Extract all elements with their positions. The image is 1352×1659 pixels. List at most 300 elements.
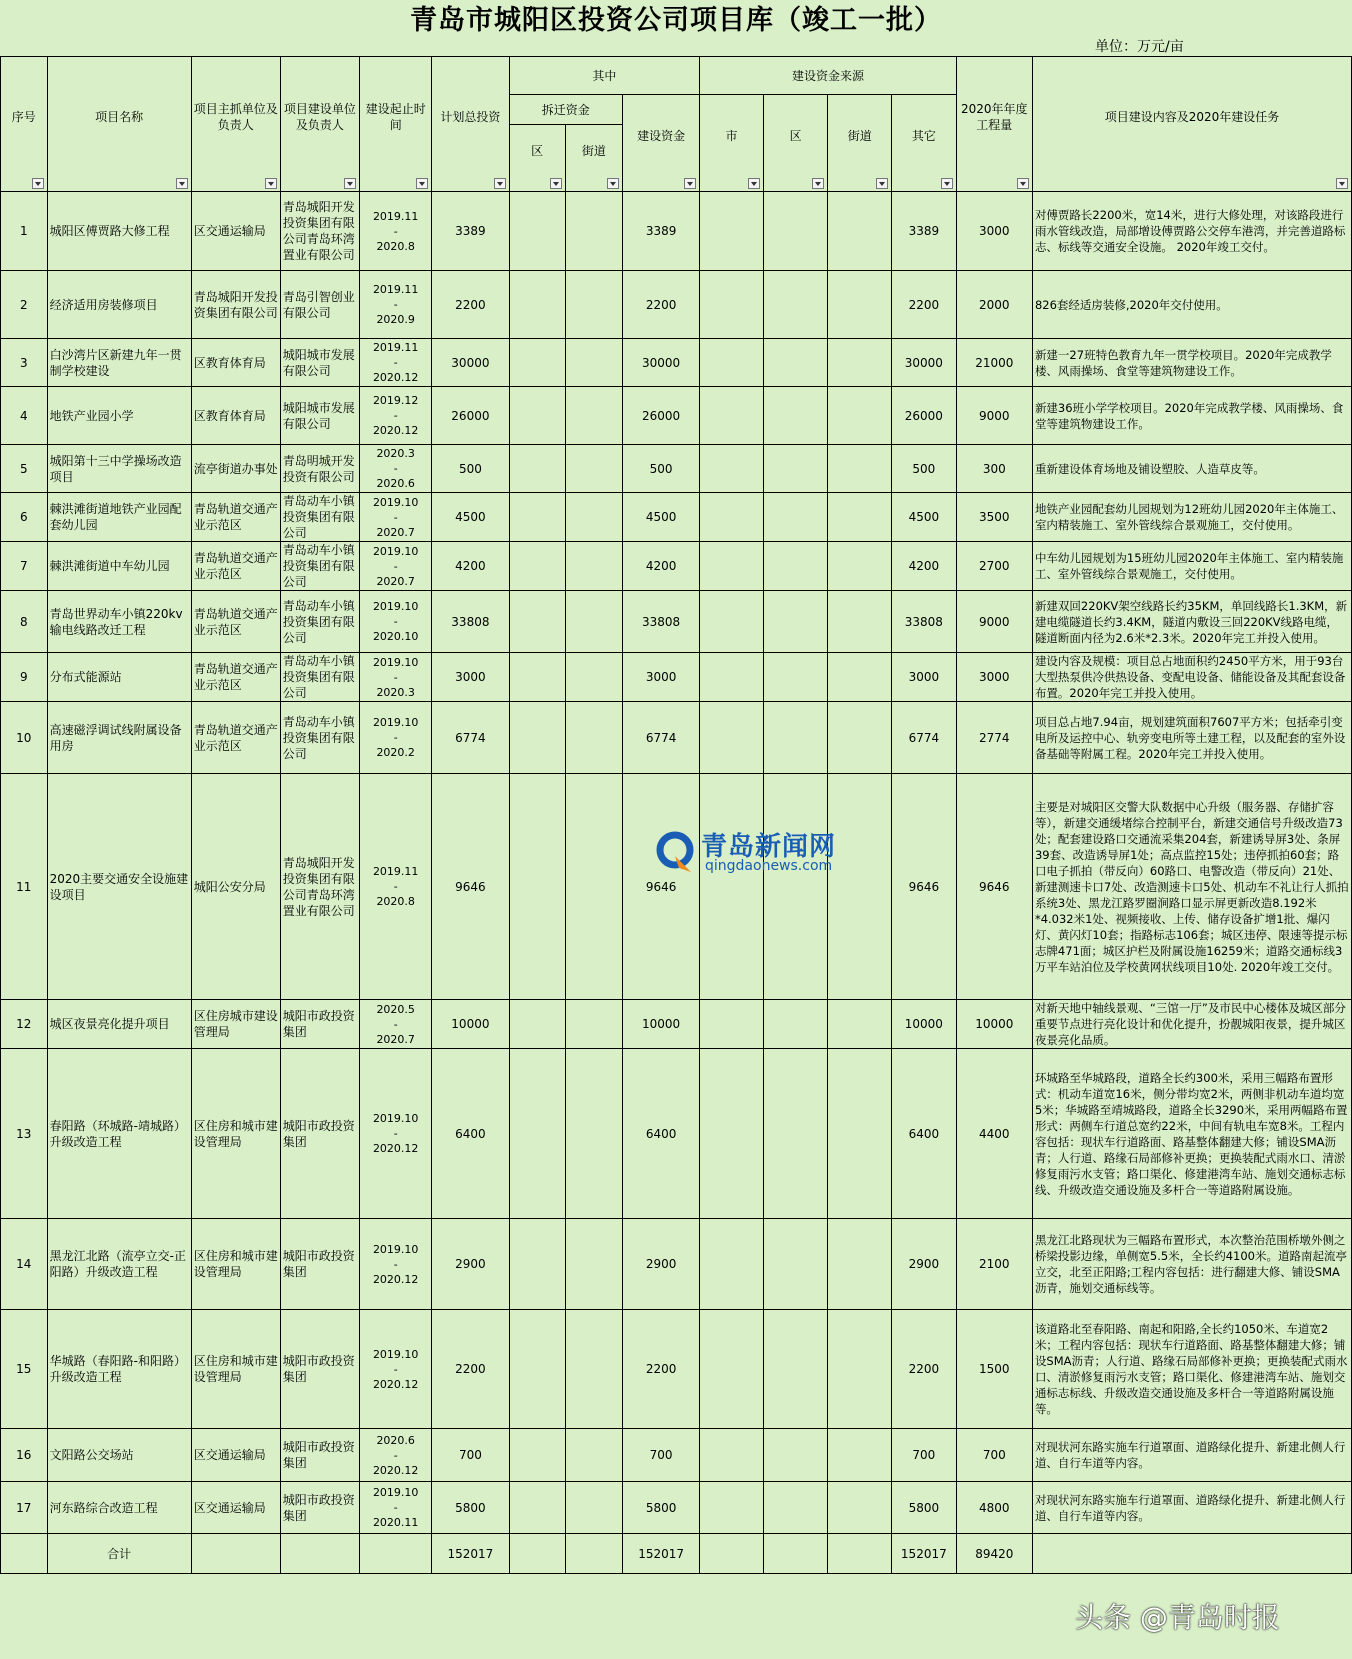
header-src-city: 市 <box>700 95 764 192</box>
source-city <box>700 1049 764 1219</box>
period-start: 2019.10 <box>372 716 419 729</box>
source-street <box>828 542 892 591</box>
demolition-street <box>565 271 622 339</box>
total-label: 合计 <box>47 1534 191 1574</box>
source-street <box>828 591 892 653</box>
source-street <box>828 271 892 339</box>
period-sep: - <box>393 615 398 628</box>
source-city <box>700 271 764 339</box>
period-end: 2020.7 <box>376 574 415 588</box>
lead-unit: 区住房和城市建设管理局 <box>191 1049 280 1219</box>
table-row <box>1 1000 1352 1049</box>
header-construct: 建设资金 <box>622 95 699 192</box>
plan-investment: 3000 <box>432 653 509 702</box>
annual-work: 9000 <box>956 591 1032 653</box>
builder-unit: 青岛城阳开发投资集团有限公司青岛环湾置业有限公司 <box>280 774 359 1000</box>
project-content: 新建36班小学学校项目。2020年完成教学楼、风雨操场、食堂等建筑物建设工作。 <box>1032 387 1351 445</box>
total-dem-dist <box>509 1534 565 1574</box>
source-dist <box>763 1049 828 1219</box>
row-no: 15 <box>1 1310 48 1429</box>
period-sep: - <box>393 880 398 893</box>
plan-investment: 700 <box>432 1429 509 1482</box>
filter-dropdown-icon[interactable] <box>876 178 888 189</box>
annual-work: 2774 <box>956 702 1032 774</box>
period-start: 2019.10 <box>372 655 419 669</box>
period <box>360 1310 432 1429</box>
header-period: 建设起止时间 <box>360 57 432 192</box>
total-period <box>360 1534 432 1574</box>
table-row <box>1 774 1352 1000</box>
plan-investment: 9646 <box>432 774 509 1000</box>
construct-fund: 10000 <box>622 1000 699 1049</box>
demolition-dist <box>509 591 565 653</box>
header-plan: 计划总投资 <box>432 57 509 192</box>
construct-fund: 2200 <box>622 271 699 339</box>
total-row <box>1 1534 1352 1574</box>
period-end: 2020.8 <box>376 895 415 908</box>
period-sep: - <box>393 1127 398 1140</box>
source-dist <box>763 271 828 339</box>
period-start: 2019.12 <box>372 394 419 407</box>
demolition-street <box>565 1000 622 1049</box>
row-no: 6 <box>1 493 48 542</box>
annual-work: 300 <box>956 445 1032 493</box>
qingdaonews-watermark: 青岛新闻网 qingdaonews.com <box>655 826 855 874</box>
demolition-street <box>565 1310 622 1429</box>
demolition-dist <box>509 339 565 387</box>
demolition-dist <box>509 774 565 1000</box>
source-city <box>700 387 764 445</box>
lead-unit: 区交通运输局 <box>191 192 280 271</box>
construct-fund: 30000 <box>622 339 699 387</box>
demolition-street <box>565 445 622 493</box>
row-no: 17 <box>1 1482 48 1534</box>
table-row <box>1 1310 1352 1429</box>
demolition-dist <box>509 653 565 702</box>
source-city <box>700 774 764 1000</box>
period-start: 2019.11 <box>372 865 419 878</box>
builder-unit: 城阳市政投资集团 <box>280 1219 359 1310</box>
construct-fund: 3000 <box>622 653 699 702</box>
row-no: 2 <box>1 271 48 339</box>
period-sep: - <box>393 1017 398 1031</box>
demolition-street <box>565 493 622 542</box>
row-no: 10 <box>1 702 48 774</box>
source-city <box>700 653 764 702</box>
row-no: 7 <box>1 542 48 591</box>
total-plan: 152017 <box>432 1534 509 1574</box>
period-start: 2020.5 <box>376 1002 415 1016</box>
period-end: 2020.9 <box>376 313 415 326</box>
period-end: 2020.12 <box>372 1463 419 1477</box>
period <box>360 774 432 1000</box>
builder-unit: 城阳市政投资集团 <box>280 1310 359 1429</box>
source-other: 10000 <box>892 1000 957 1049</box>
total-src-street <box>828 1534 892 1574</box>
annual-work: 1500 <box>956 1310 1032 1429</box>
source-dist <box>763 493 828 542</box>
period-end: 2020.8 <box>376 239 415 253</box>
lead-unit: 区住房城市建设管理局 <box>191 1000 280 1049</box>
row-no: 5 <box>1 445 48 493</box>
total-src-city <box>700 1534 764 1574</box>
header-src-other: 其它 <box>892 95 957 192</box>
header-demolition: 拆迁资金 <box>509 95 622 125</box>
demolition-dist <box>509 493 565 542</box>
period-end: 2020.12 <box>372 1142 419 1155</box>
demolition-dist <box>509 192 565 271</box>
row-no: 14 <box>1 1219 48 1310</box>
project-content: 环城路至华城路段，道路全长约300米，采用三幅路布置形式：机动车道宽16米，侧分带均宽2米，两侧非机动车道均宽5米；华城路至靖城路段，道路全长3290米，采用两幅路布置形式：两侧车行道总宽约22米，中间有轨电车宽8米。工程内容包括：现状车行道路面、路基整体翻建大修；铺设SMA沥青；人行道、路缘石局部修补更换；更换装配式雨水口、清淤修复雨污水支管；路口渠化、修建港湾车站、施划交通标志标线、升级改造交通设施及多杆合一等道路附属设施。 <box>1032 1049 1351 1219</box>
demolition-street <box>565 192 622 271</box>
source-city <box>700 1000 764 1049</box>
period-end: 2020.12 <box>372 1377 419 1391</box>
total-other: 152017 <box>892 1534 957 1574</box>
builder-unit: 青岛动车小镇投资集团有限公司 <box>280 542 359 591</box>
project-content: 建设内容及规模：项目总占地面积约2450平方米，用于93台大型热泵供冷供热设备、变配电设备、储能设备及其配套设备布置。2020年完工并投入使用。 <box>1032 653 1351 702</box>
builder-unit: 青岛引智创业有限公司 <box>280 271 359 339</box>
construct-fund: 4500 <box>622 493 699 542</box>
filter-dropdown-icon[interactable] <box>941 178 953 189</box>
unit-label: 单位：万元/亩 <box>1095 39 1184 55</box>
period <box>360 542 432 591</box>
period <box>360 445 432 493</box>
source-street <box>828 774 892 1000</box>
header-content: 项目建设内容及2020年建设任务 <box>1032 57 1351 192</box>
project-name: 棘洪滩街道中车幼儿园 <box>47 542 191 591</box>
construct-fund: 2900 <box>622 1219 699 1310</box>
project-content: 826套经适房装修,2020年交付使用。 <box>1032 271 1351 339</box>
header-name: 项目名称 <box>47 57 191 192</box>
period-start: 2019.10 <box>372 544 419 558</box>
builder-unit: 城阳市政投资集团 <box>280 1429 359 1482</box>
period-start: 2019.10 <box>372 600 419 613</box>
annual-work: 3000 <box>956 192 1032 271</box>
source-other: 5800 <box>892 1482 957 1534</box>
filter-dropdown-icon[interactable] <box>265 178 277 189</box>
annual-work: 4800 <box>956 1482 1032 1534</box>
plan-investment: 6774 <box>432 702 509 774</box>
source-city <box>700 702 764 774</box>
total-content <box>1032 1534 1351 1574</box>
plan-investment: 5800 <box>432 1482 509 1534</box>
project-content: 对现状河东路实施车行道罩面、道路绿化提升、新建北侧人行道、自行车道等内容。 <box>1032 1482 1351 1534</box>
source-city <box>700 542 764 591</box>
period-sep: - <box>393 1501 398 1514</box>
row-no: 4 <box>1 387 48 445</box>
source-street <box>828 339 892 387</box>
period-start: 2019.10 <box>372 1347 419 1361</box>
source-dist <box>763 192 828 271</box>
row-no: 9 <box>1 653 48 702</box>
source-street <box>828 192 892 271</box>
source-city <box>700 591 764 653</box>
table-row <box>1 493 1352 542</box>
lead-unit: 区教育体育局 <box>191 387 280 445</box>
period-start: 2019.10 <box>372 1242 419 1256</box>
annual-work: 3500 <box>956 493 1032 542</box>
row-no: 8 <box>1 591 48 653</box>
construct-fund: 5800 <box>622 1482 699 1534</box>
demolition-dist <box>509 702 565 774</box>
period <box>360 493 432 542</box>
source-dist <box>763 542 828 591</box>
period-end: 2020.2 <box>376 746 415 759</box>
total-construct: 152017 <box>622 1534 699 1574</box>
builder-unit: 青岛城阳开发投资集团有限公司青岛环湾置业有限公司 <box>280 192 359 271</box>
demolition-street <box>565 774 622 1000</box>
header-lead: 项目主抓单位及负责人 <box>191 57 280 192</box>
construct-fund: 4200 <box>622 542 699 591</box>
period-sep: - <box>393 670 398 684</box>
header-source: 建设资金来源 <box>700 57 956 95</box>
lead-unit: 区住房和城市建设管理局 <box>191 1219 280 1310</box>
source-city <box>700 445 764 493</box>
filter-dropdown-icon[interactable] <box>684 178 696 189</box>
filter-dropdown-icon[interactable] <box>1336 178 1348 189</box>
source-street <box>828 1000 892 1049</box>
table-row <box>1 387 1352 445</box>
source-other: 2200 <box>892 1310 957 1429</box>
project-name: 白沙湾片区新建九年一贯制学校建设 <box>47 339 191 387</box>
total-lead <box>191 1534 280 1574</box>
demolition-street <box>565 1219 622 1310</box>
project-name: 青岛世界动车小镇220kv输电线路改迁工程 <box>47 591 191 653</box>
period-end: 2020.7 <box>376 1032 415 1046</box>
filter-dropdown-icon[interactable] <box>176 178 188 189</box>
construct-fund: 2200 <box>622 1310 699 1429</box>
period-start: 2019.10 <box>372 1486 419 1499</box>
total-dem-street <box>565 1534 622 1574</box>
lead-unit: 城阳公安分局 <box>191 774 280 1000</box>
source-dist <box>763 774 828 1000</box>
source-city <box>700 1219 764 1310</box>
period <box>360 387 432 445</box>
page-title: 青岛市城阳区投资公司项目库（竣工一批） <box>410 5 942 36</box>
table-row <box>1 591 1352 653</box>
project-name: 城区夜景亮化提升项目 <box>47 1000 191 1049</box>
source-city <box>700 339 764 387</box>
table-row <box>1 1049 1352 1219</box>
source-dist <box>763 1429 828 1482</box>
filter-dropdown-icon[interactable] <box>1017 178 1029 189</box>
annual-work: 2000 <box>956 271 1032 339</box>
builder-unit: 城阳城市发展有限公司 <box>280 387 359 445</box>
total-no <box>1 1534 48 1574</box>
annual-work: 9646 <box>956 774 1032 1000</box>
period <box>360 1049 432 1219</box>
source-other: 2900 <box>892 1219 957 1310</box>
source-other: 30000 <box>892 339 957 387</box>
construct-fund: 700 <box>622 1429 699 1482</box>
lead-unit: 区交通运输局 <box>191 1482 280 1534</box>
source-city <box>700 1310 764 1429</box>
source-dist <box>763 1482 828 1534</box>
project-content: 主要是对城阳区交警大队数据中心升级（服务器、存储扩容等），新建交通缓堵综合控制平台，新建交通信号升级改造73处；配套建设路口交通流采集204套，新建诱导屏3处、条屏39套、改造诱导屏1处；高点监控15处；违停抓拍60套；路口电子抓拍（带反向）60路口、电警改造（带反向）21处、新建测速卡口7处、改造测速卡口5处、机动车不礼让行人抓拍系统3处、黑龙江路罗圈涧路口显示屏更新改造8.192米*4.032米1处、视频接收、上传、储存设备扩增1批、爆闪灯、黄闪灯10套；指路标志106套；城区违停、限速等提示标志牌471面；城区护栏及附属设施16259米；道路交通标线3万平车站泊位及学校黄网状线项目10处. 2020年竣工交付。 <box>1032 774 1351 1000</box>
demolition-dist <box>509 1000 565 1049</box>
period-sep: - <box>393 356 398 369</box>
plan-investment: 4500 <box>432 493 509 542</box>
project-content: 新建一27班特色教育九年一贯学校项目。2020年完成教学楼、风雨操场、食堂等建筑物建设工作。 <box>1032 339 1351 387</box>
plan-investment: 33808 <box>432 591 509 653</box>
source-street <box>828 1219 892 1310</box>
demolition-dist <box>509 542 565 591</box>
construct-fund: 6774 <box>622 702 699 774</box>
source-street <box>828 1310 892 1429</box>
demolition-dist <box>509 1049 565 1219</box>
annual-work: 10000 <box>956 1000 1032 1049</box>
filter-dropdown-icon[interactable] <box>607 178 619 189</box>
source-other: 3389 <box>892 192 957 271</box>
table-row <box>1 702 1352 774</box>
header-src-street: 街道 <box>828 95 892 192</box>
table-row <box>1 542 1352 591</box>
lead-unit: 流亭街道办事处 <box>191 445 280 493</box>
demolition-street <box>565 591 622 653</box>
source-street <box>828 1429 892 1482</box>
period-start: 2019.10 <box>372 495 419 509</box>
project-name: 地铁产业园小学 <box>47 387 191 445</box>
filter-dropdown-icon[interactable] <box>416 178 428 189</box>
source-city <box>700 192 764 271</box>
source-other: 4200 <box>892 542 957 591</box>
plan-investment: 3389 <box>432 192 509 271</box>
period-start: 2020.6 <box>376 1433 415 1447</box>
period <box>360 702 432 774</box>
demolition-dist <box>509 1310 565 1429</box>
source-dist <box>763 591 828 653</box>
lead-unit: 青岛轨道交通产业示范区 <box>191 493 280 542</box>
table-row <box>1 445 1352 493</box>
row-no: 3 <box>1 339 48 387</box>
project-content: 该道路北至春阳路、南起和阳路,全长约1050米、车道宽2米；工程内容包括：现状车行道路面、路基整体翻建大修；铺设SMA沥青；人行道、路缘石局部修补更换；更换装配式雨水口、清淤修复雨污水支管；路口渠化、修建港湾车站、施划交通标志标线、升级改造交通设施及多杆合一等道路附属设施等。 <box>1032 1310 1351 1429</box>
plan-investment: 4200 <box>432 542 509 591</box>
demolition-dist <box>509 1429 565 1482</box>
plan-investment: 30000 <box>432 339 509 387</box>
period-start: 2019.11 <box>372 209 419 223</box>
period <box>360 653 432 702</box>
plan-investment: 2200 <box>432 1310 509 1429</box>
period <box>360 271 432 339</box>
annual-work: 4400 <box>956 1049 1032 1219</box>
project-content: 地铁产业园配套幼儿园规划为12班幼儿园2020年主体施工、室内精装施工、室外管线综合景观施工，交付使用。 <box>1032 493 1351 542</box>
table-row <box>1 653 1352 702</box>
builder-unit: 城阳市政投资集团 <box>280 1049 359 1219</box>
lead-unit: 青岛轨道交通产业示范区 <box>191 653 280 702</box>
source-other: 33808 <box>892 591 957 653</box>
lead-unit: 区住房和城市建设管理局 <box>191 1310 280 1429</box>
builder-unit: 城阳市政投资集团 <box>280 1000 359 1049</box>
period-sep: - <box>393 731 398 744</box>
lead-unit: 区交通运输局 <box>191 1429 280 1482</box>
project-name: 河东路综合改造工程 <box>47 1482 191 1534</box>
construct-fund: 26000 <box>622 387 699 445</box>
project-name: 经济适用房装修项目 <box>47 271 191 339</box>
period-sep: - <box>393 1257 398 1271</box>
demolition-street <box>565 387 622 445</box>
period-end: 2020.12 <box>372 371 419 384</box>
row-no: 12 <box>1 1000 48 1049</box>
lead-unit: 青岛轨道交通产业示范区 <box>191 591 280 653</box>
row-no: 1 <box>1 192 48 271</box>
source-dist <box>763 1219 828 1310</box>
filter-dropdown-icon[interactable] <box>748 178 760 189</box>
demolition-dist <box>509 387 565 445</box>
source-dist <box>763 1310 828 1429</box>
filter-dropdown-icon[interactable] <box>494 178 506 189</box>
period-sep: - <box>393 1448 398 1462</box>
source-city <box>700 493 764 542</box>
filter-dropdown-icon[interactable] <box>550 178 562 189</box>
source-other: 700 <box>892 1429 957 1482</box>
row-no: 16 <box>1 1429 48 1482</box>
demolition-street <box>565 542 622 591</box>
period <box>360 1219 432 1310</box>
lead-unit: 青岛城阳开发投资集团有限公司 <box>191 271 280 339</box>
construct-fund: 6400 <box>622 1049 699 1219</box>
project-content: 重新建设体育场地及铺设塑胶、人造草皮等。 <box>1032 445 1351 493</box>
demolition-dist <box>509 271 565 339</box>
total-builder <box>280 1534 359 1574</box>
header-among: 其中 <box>509 57 700 95</box>
annual-work: 9000 <box>956 387 1032 445</box>
plan-investment: 6400 <box>432 1049 509 1219</box>
source-street <box>828 445 892 493</box>
source-dist <box>763 653 828 702</box>
demolition-dist <box>509 1219 565 1310</box>
source-other: 26000 <box>892 387 957 445</box>
period <box>360 591 432 653</box>
period <box>360 1482 432 1534</box>
table-row <box>1 271 1352 339</box>
filter-dropdown-icon[interactable] <box>344 178 356 189</box>
period-end: 2020.10 <box>372 630 419 643</box>
period-end: 2020.11 <box>372 1516 419 1529</box>
header-annual: 2020年年度工程量 <box>956 57 1032 192</box>
lead-unit: 青岛轨道交通产业示范区 <box>191 542 280 591</box>
source-dist <box>763 1000 828 1049</box>
project-content: 新建双回220KV架空线路长约35KM，单回线路长1.3KM，新建电缆隧道长约3.4KM，隧道内敷设三回220KV线路电缆，隧道断面内径为2.6米*2.3米。2020年完工并投入使用。 <box>1032 591 1351 653</box>
project-name: 分布式能源站 <box>47 653 191 702</box>
filter-dropdown-icon[interactable] <box>812 178 824 189</box>
source-dist <box>763 445 828 493</box>
total-src-dist <box>763 1534 828 1574</box>
plan-investment: 500 <box>432 445 509 493</box>
header-no: 序号 <box>1 57 48 192</box>
source-other: 2200 <box>892 271 957 339</box>
project-name: 高速磁浮调试线附属设备用房 <box>47 702 191 774</box>
table-row <box>1 192 1352 271</box>
plan-investment: 2900 <box>432 1219 509 1310</box>
source-other: 9646 <box>892 774 957 1000</box>
filter-dropdown-icon[interactable] <box>32 178 44 189</box>
project-content: 对现状河东路实施车行道罩面、道路绿化提升、新建北侧人行道、自行车道等内容。 <box>1032 1429 1351 1482</box>
annual-work: 2100 <box>956 1219 1032 1310</box>
period-end: 2020.3 <box>376 685 415 699</box>
demolition-street <box>565 653 622 702</box>
plan-investment: 10000 <box>432 1000 509 1049</box>
builder-unit: 城阳市政投资集团 <box>280 1482 359 1534</box>
header-street: 街道 <box>565 125 622 192</box>
period <box>360 192 432 271</box>
period-sep: - <box>393 298 398 311</box>
project-name: 棘洪滩街道地铁产业园配套幼儿园 <box>47 493 191 542</box>
period <box>360 339 432 387</box>
project-table <box>0 56 1352 1574</box>
source-street <box>828 702 892 774</box>
table-row <box>1 1482 1352 1534</box>
period <box>360 1000 432 1049</box>
